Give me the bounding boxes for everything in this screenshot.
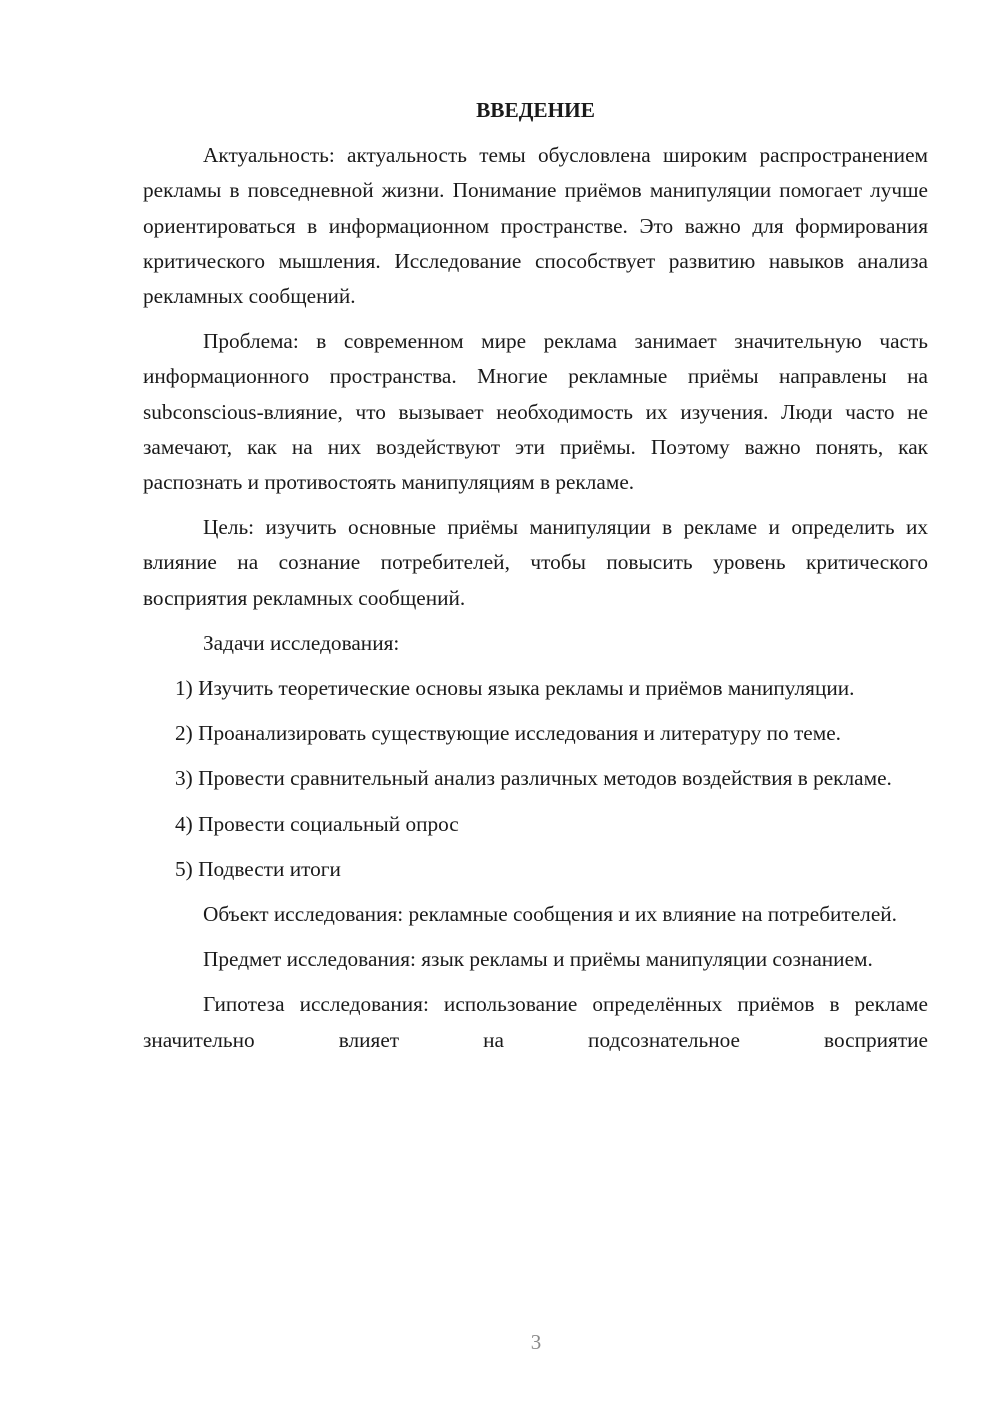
paragraph-subject: Предмет исследования: язык рекламы и приёмы манипуляции сознанием. bbox=[203, 947, 873, 972]
paragraph-hypothesis: Гипотеза исследования: использование определённых приёмов в рекламе значительно влияет на подсознательное восприятие bbox=[143, 992, 928, 1052]
task-item-3: 3) Провести сравнительный анализ различных методов воздействия в рекламе. bbox=[175, 766, 892, 791]
paragraph-object: Объект исследования: рекламные сообщения и их влияние на потребителей. bbox=[203, 902, 897, 927]
paragraph-relevance: Актуальность: актуальность темы обусловлена широким распространением рекламы в повседневной жизни. Понимание приёмов манипуляции помогает лучше ориентироваться в информационном пространстве. Это важно для формирования критического мышления. Исследование способствует развитию навыков анализа рекламных сообщений. bbox=[143, 143, 928, 309]
paragraph-problem: Проблема: в современном мире реклама занимает значительную часть информационного пространства. Многие рекламные приёмы направлены на subconscious-влияние, что вызывает необходимость их изучения. Люди часто не замечают, как на них воздействуют эти приёмы. Поэтому важно понять, как распознать и противостоять манипуляциям в рекламе. bbox=[143, 329, 928, 495]
task-item-4: 4) Провести социальный опрос bbox=[175, 811, 459, 836]
task-item-2: 2) Проанализировать существующие исследования и литературу по теме. bbox=[175, 721, 841, 746]
section-heading: ВВЕДЕНИЕ bbox=[476, 98, 595, 122]
paragraph-goal: Цель: изучить основные приёмы манипуляции в рекламе и определить их влияние на сознание потребителей, чтобы повысить уровень критического восприятия рекламных сообщений. bbox=[143, 515, 928, 610]
document-body bbox=[143, 93, 928, 1058]
paragraph-tasks-intro: Задачи исследования: bbox=[203, 630, 400, 655]
task-item-1: 1) Изучить теоретические основы языка рекламы и приёмов манипуляции. bbox=[175, 676, 855, 701]
page-number: 3 bbox=[530, 1330, 542, 1354]
task-item-5: 5) Подвести итоги bbox=[175, 856, 341, 881]
